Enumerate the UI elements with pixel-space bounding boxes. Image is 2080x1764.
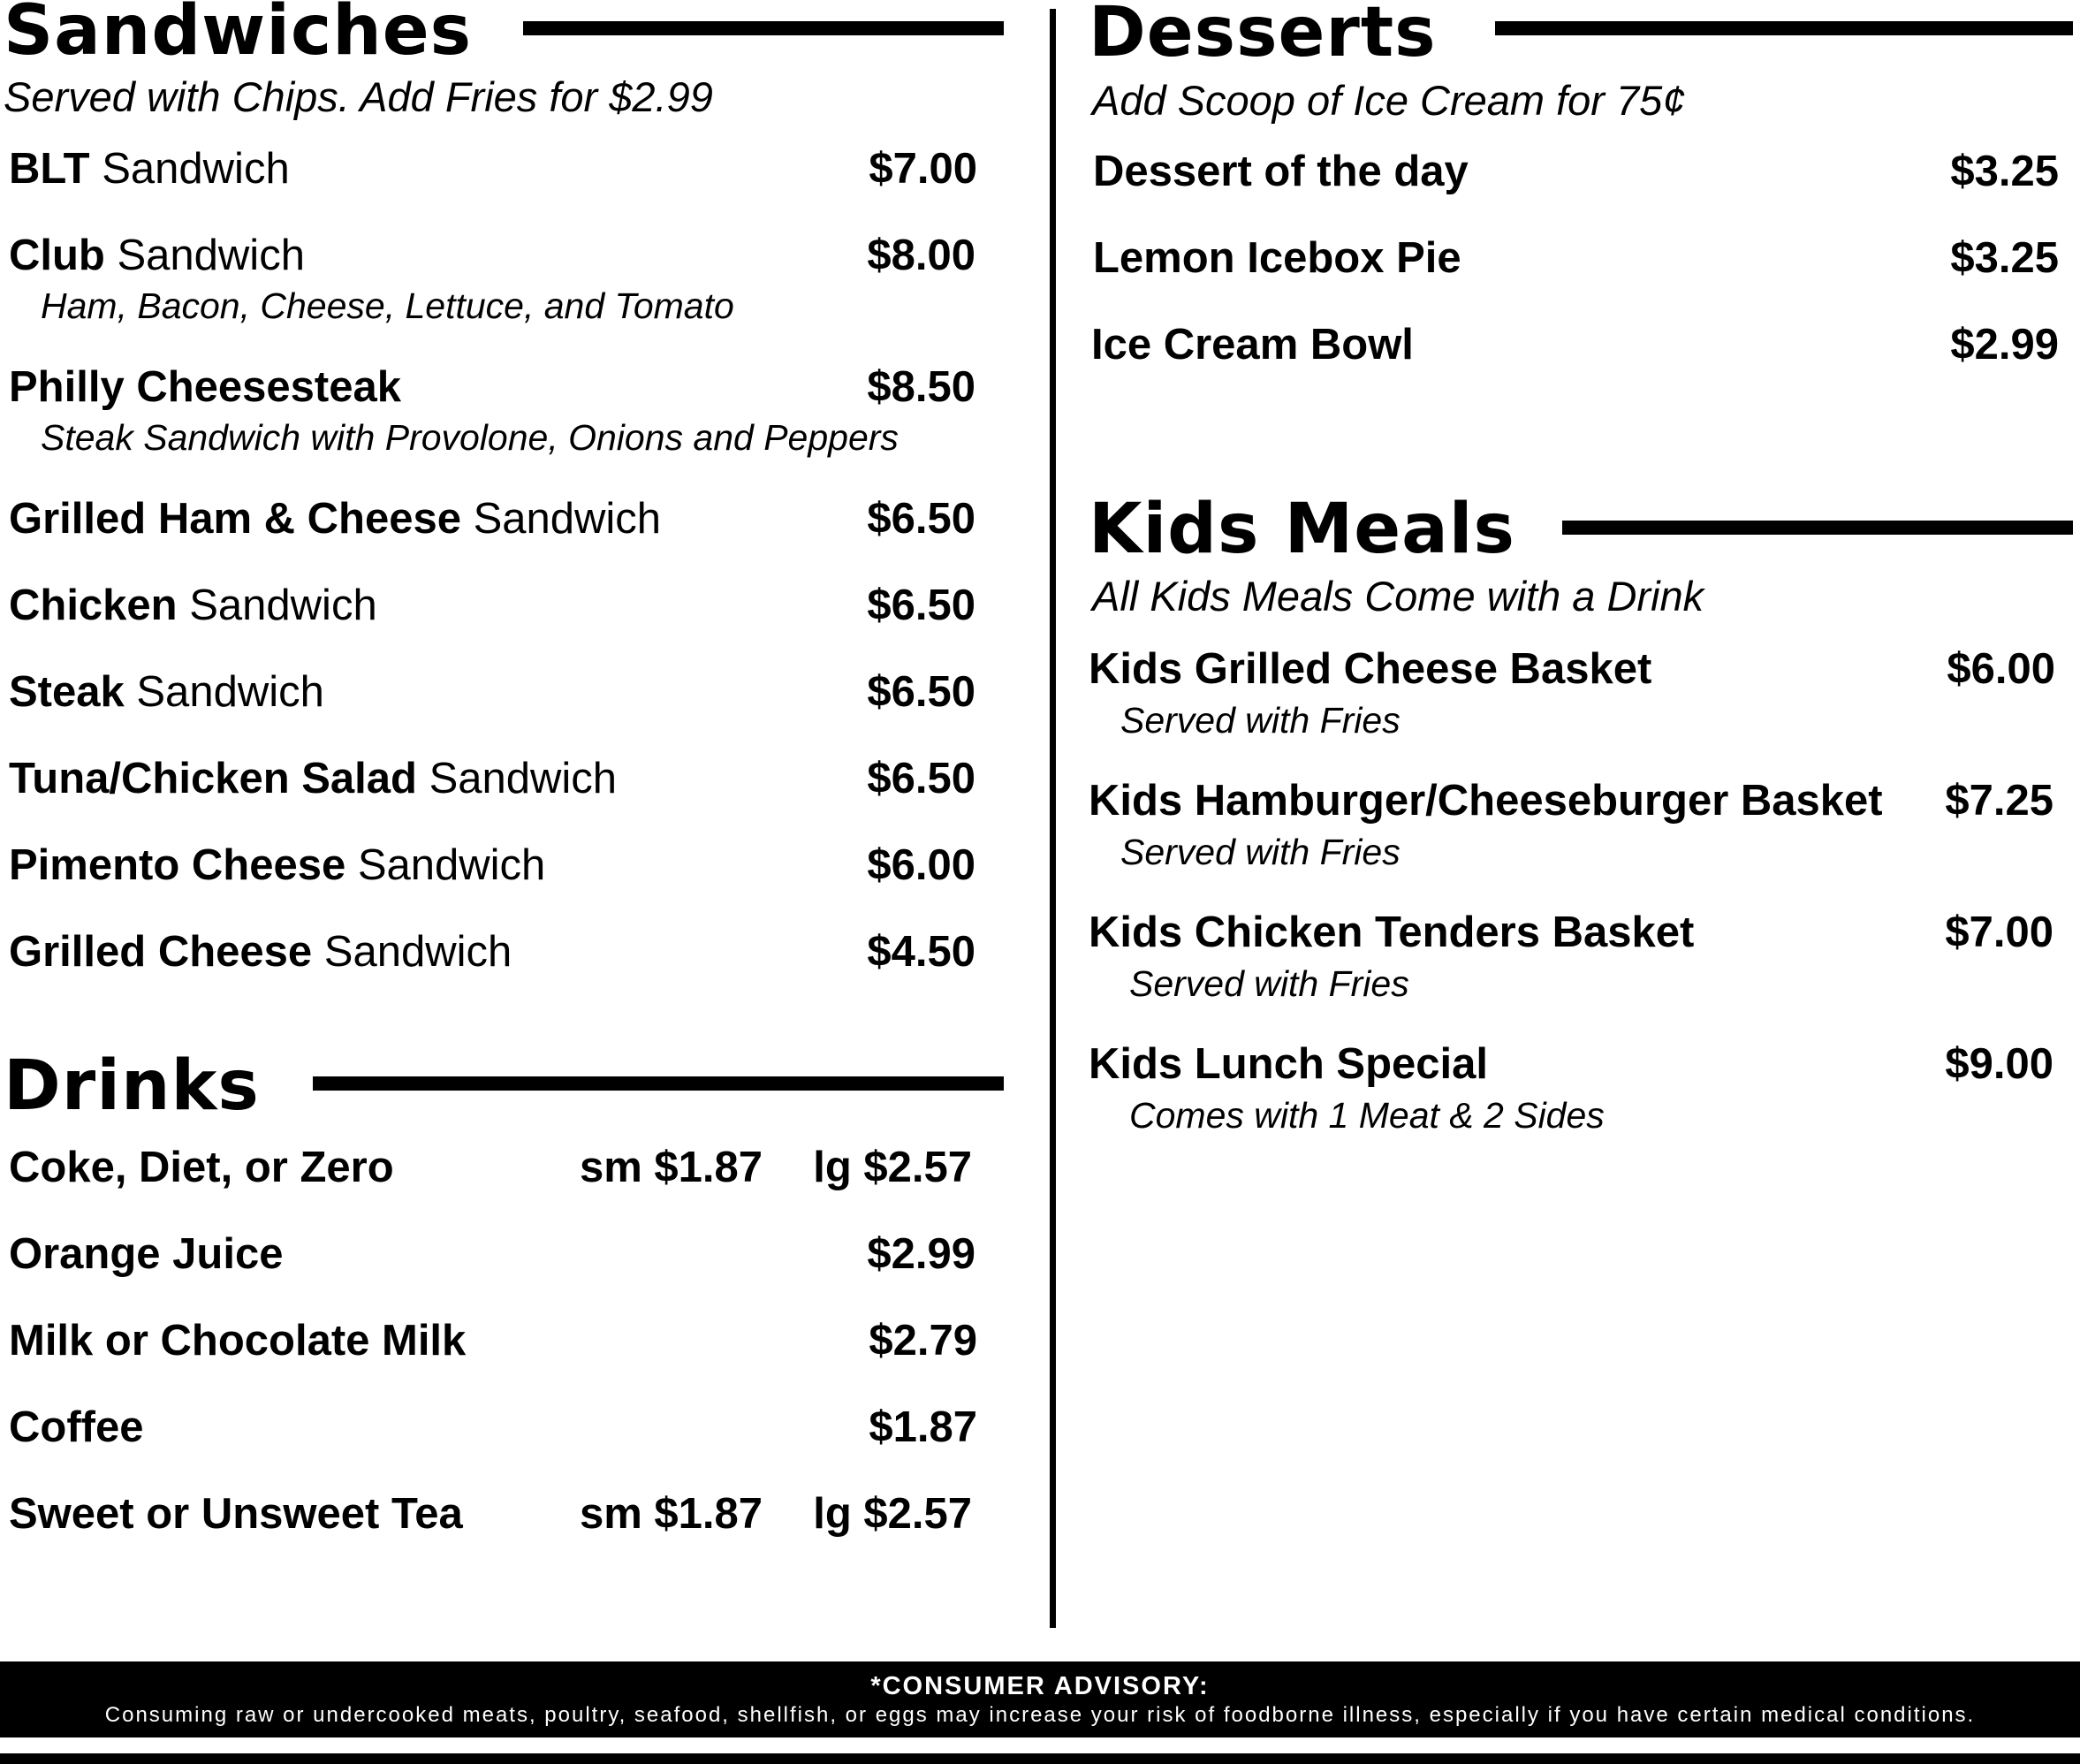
desserts-rule — [1495, 21, 2073, 35]
drink-milk-price: $2.79 — [869, 1317, 977, 1365]
menu-item-chicken: Chicken Sandwich — [9, 582, 377, 629]
drink-tea: Sweet or Unsweet Tea — [9, 1490, 463, 1538]
menu-item-grilled-cheese: Grilled Cheese Sandwich — [9, 928, 512, 976]
kids-grilled-cheese-basket-price: $6.00 — [1947, 645, 2055, 693]
price-blt: $7.00 — [869, 145, 977, 193]
price-club: $8.00 — [867, 232, 975, 279]
drink-coke: Coke, Diet, or Zero — [9, 1144, 394, 1191]
drink-coke-large-price: lg $2.57 — [813, 1144, 972, 1191]
drink-coffee-price: $1.87 — [869, 1403, 977, 1451]
price-pimento-cheese: $6.00 — [867, 841, 975, 889]
drink-coke-small-price: sm $1.87 — [580, 1144, 763, 1191]
menu-item-blt: BLT Sandwich — [9, 145, 290, 193]
kids-lunch-special-price: $9.00 — [1945, 1040, 2053, 1088]
kids-lunch-special-desc: Comes with 1 Meat & 2 Sides — [1129, 1095, 1605, 1136]
kids-chicken-tenders-basket-desc: Served with Fries — [1129, 963, 1409, 1004]
bottom-border — [0, 1753, 2080, 1764]
dessert-of-the-day-price: $3.25 — [1950, 148, 2059, 195]
price-tuna-chicken-salad: $6.50 — [867, 755, 975, 802]
dessert-of-the-day: Dessert of the day — [1093, 148, 1469, 195]
desc-philly: Steak Sandwich with Provolone, Onions and Peppers — [41, 417, 899, 458]
kids-hamburger-basket: Kids Hamburger/Cheeseburger Basket — [1089, 777, 1883, 825]
menu-item-tuna-chicken-salad: Tuna/Chicken Salad Sandwich — [9, 755, 618, 802]
dessert-lemon-icebox-pie: Lemon Icebox Pie — [1093, 234, 1461, 282]
menu-item-pimento-cheese: Pimento Cheese Sandwich — [9, 841, 546, 889]
kids-chicken-tenders-basket: Kids Chicken Tenders Basket — [1089, 909, 1695, 956]
menu-item-club: Club Sandwich — [9, 232, 305, 279]
price-steak: $6.50 — [867, 668, 975, 716]
drink-orange-juice-price: $2.99 — [867, 1230, 975, 1278]
consumer-advisory-title: *CONSUMER ADVISORY: — [870, 1672, 1210, 1700]
sandwiches-subtitle: Served with Chips. Add Fries for $2.99 — [4, 73, 713, 120]
drink-tea-small-price: sm $1.87 — [580, 1490, 763, 1538]
dessert-ice-cream-bowl: Ice Cream Bowl — [1091, 321, 1414, 369]
kids-chicken-tenders-basket-price: $7.00 — [1945, 909, 2053, 956]
drinks-heading: Drinks — [4, 1046, 260, 1126]
kids-grilled-cheese-basket-desc: Served with Fries — [1120, 700, 1401, 741]
sandwiches-heading: Sandwiches — [4, 0, 473, 71]
kids-meals-subtitle: All Kids Meals Come with a Drink — [1092, 573, 1704, 620]
drink-orange-juice: Orange Juice — [9, 1230, 284, 1278]
price-grilled-ham-cheese: $6.50 — [867, 495, 975, 543]
column-divider — [1050, 9, 1056, 1628]
sandwiches-rule — [523, 21, 1004, 35]
price-philly: $8.50 — [867, 363, 975, 411]
drink-coffee: Coffee — [9, 1403, 144, 1451]
dessert-ice-cream-bowl-price: $2.99 — [1950, 321, 2059, 369]
consumer-advisory-text: Consuming raw or undercooked meats, poultry, seafood, shellfish, or eggs may increase your risk of foodborne illness, especially if you have certain medical conditions. — [104, 1703, 1976, 1727]
price-chicken: $6.50 — [867, 582, 975, 629]
kids-grilled-cheese-basket: Kids Grilled Cheese Basket — [1089, 645, 1652, 693]
drinks-rule — [313, 1076, 1004, 1091]
menu-item-steak: Steak Sandwich — [9, 668, 324, 716]
kids-hamburger-basket-price: $7.25 — [1945, 777, 2053, 825]
desserts-heading: Desserts — [1089, 0, 1437, 72]
price-grilled-cheese: $4.50 — [867, 928, 975, 976]
desserts-subtitle: Add Scoop of Ice Cream for 75¢ — [1092, 77, 1686, 124]
menu-item-grilled-ham-cheese: Grilled Ham & Cheese Sandwich — [9, 495, 662, 543]
dessert-lemon-icebox-pie-price: $3.25 — [1950, 234, 2059, 282]
consumer-advisory-banner — [0, 1661, 2080, 1737]
drink-milk: Milk or Chocolate Milk — [9, 1317, 467, 1365]
kids-hamburger-basket-desc: Served with Fries — [1120, 832, 1401, 872]
drink-tea-large-price: lg $2.57 — [813, 1490, 972, 1538]
desc-club: Ham, Bacon, Cheese, Lettuce, and Tomato — [41, 285, 734, 326]
kids-meals-rule — [1562, 521, 2073, 535]
menu-item-philly: Philly Cheesesteak — [9, 363, 401, 411]
kids-meals-heading: Kids Meals — [1089, 490, 1515, 569]
kids-lunch-special: Kids Lunch Special — [1089, 1040, 1488, 1088]
